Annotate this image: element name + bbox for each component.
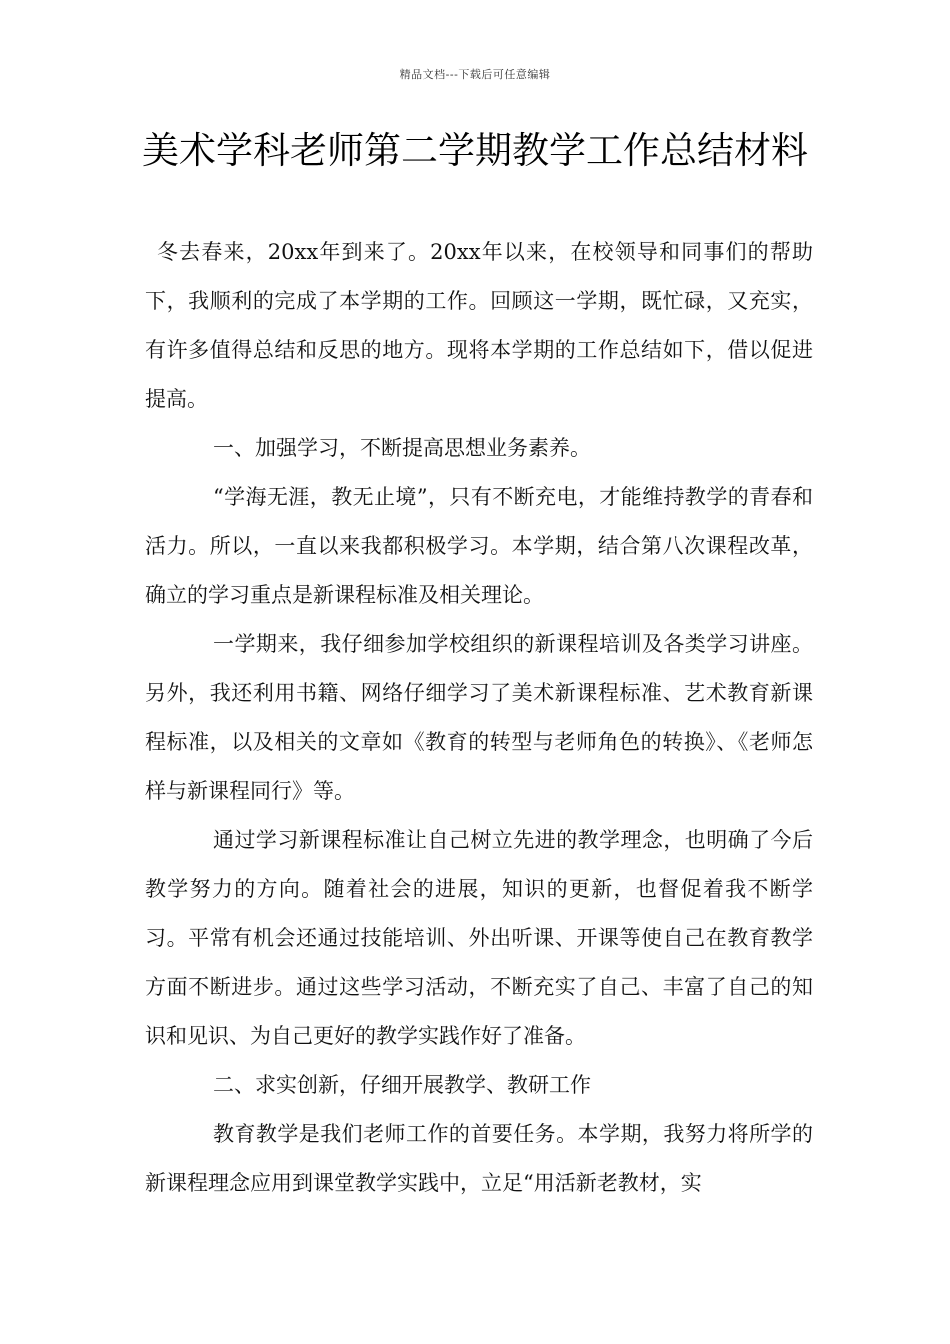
paragraph: 教育教学是我们老师工作的首要任务。本学期，我努力将所学的新课程理念应用到课堂教学实践中，立足“用活新老教材，实 — [145, 1122, 813, 1195]
section-heading-1: 一、加强学习，不断提高思想业务素养。 — [213, 436, 591, 460]
document-body — [145, 228, 813, 1208]
paragraph: 通过学习新课程标准让自己树立先进的教学理念，也明确了今后教学努力的方向。随着社会的进展，知识的更新，也督促着我不断学习。平常有机会还通过技能培训、外出听课、开课等使自己在教育教学方面不断进步。通过这些学习活动，不断充实了自己、丰富了自己的知识和见识、为自己更好的教学实践作好了准备。 — [145, 828, 813, 1048]
paragraph: 一学期来，我仔细参加学校组织的新课程培训及各类学习讲座。另外，我还利用书籍、网络仔细学习了美术新课程标准、艺术教育新课程标准，以及相关的文章如《教育的转型与老师角色的转换》、《老师怎样与新课程同行》等。 — [145, 632, 813, 803]
section-heading-2: 二、求实创新，仔细开展教学、教研工作 — [213, 1073, 591, 1097]
paragraph-intro: 冬去春来，20xx年到来了。20xx年以来，在校领导和同事们的帮助下，我顺利的完成了本学期的工作。回顾这一学期，既忙碌，又充实，有许多值得总结和反思的地方。现将本学期的工作总结如下，借以促进提高。 — [145, 240, 813, 411]
paragraph: “学海无涯，教无止境”，只有不断充电，才能维持教学的青春和活力。所以，一直以来我都积极学习。本学期，结合第八次课程改革，确立的学习重点是新课程标准及相关理论。 — [145, 485, 813, 607]
header-note: 精品文档---下载后可任意编辑 — [399, 68, 551, 81]
document-title: 美术学科老师第二学期教学工作总结材料 — [142, 129, 808, 172]
